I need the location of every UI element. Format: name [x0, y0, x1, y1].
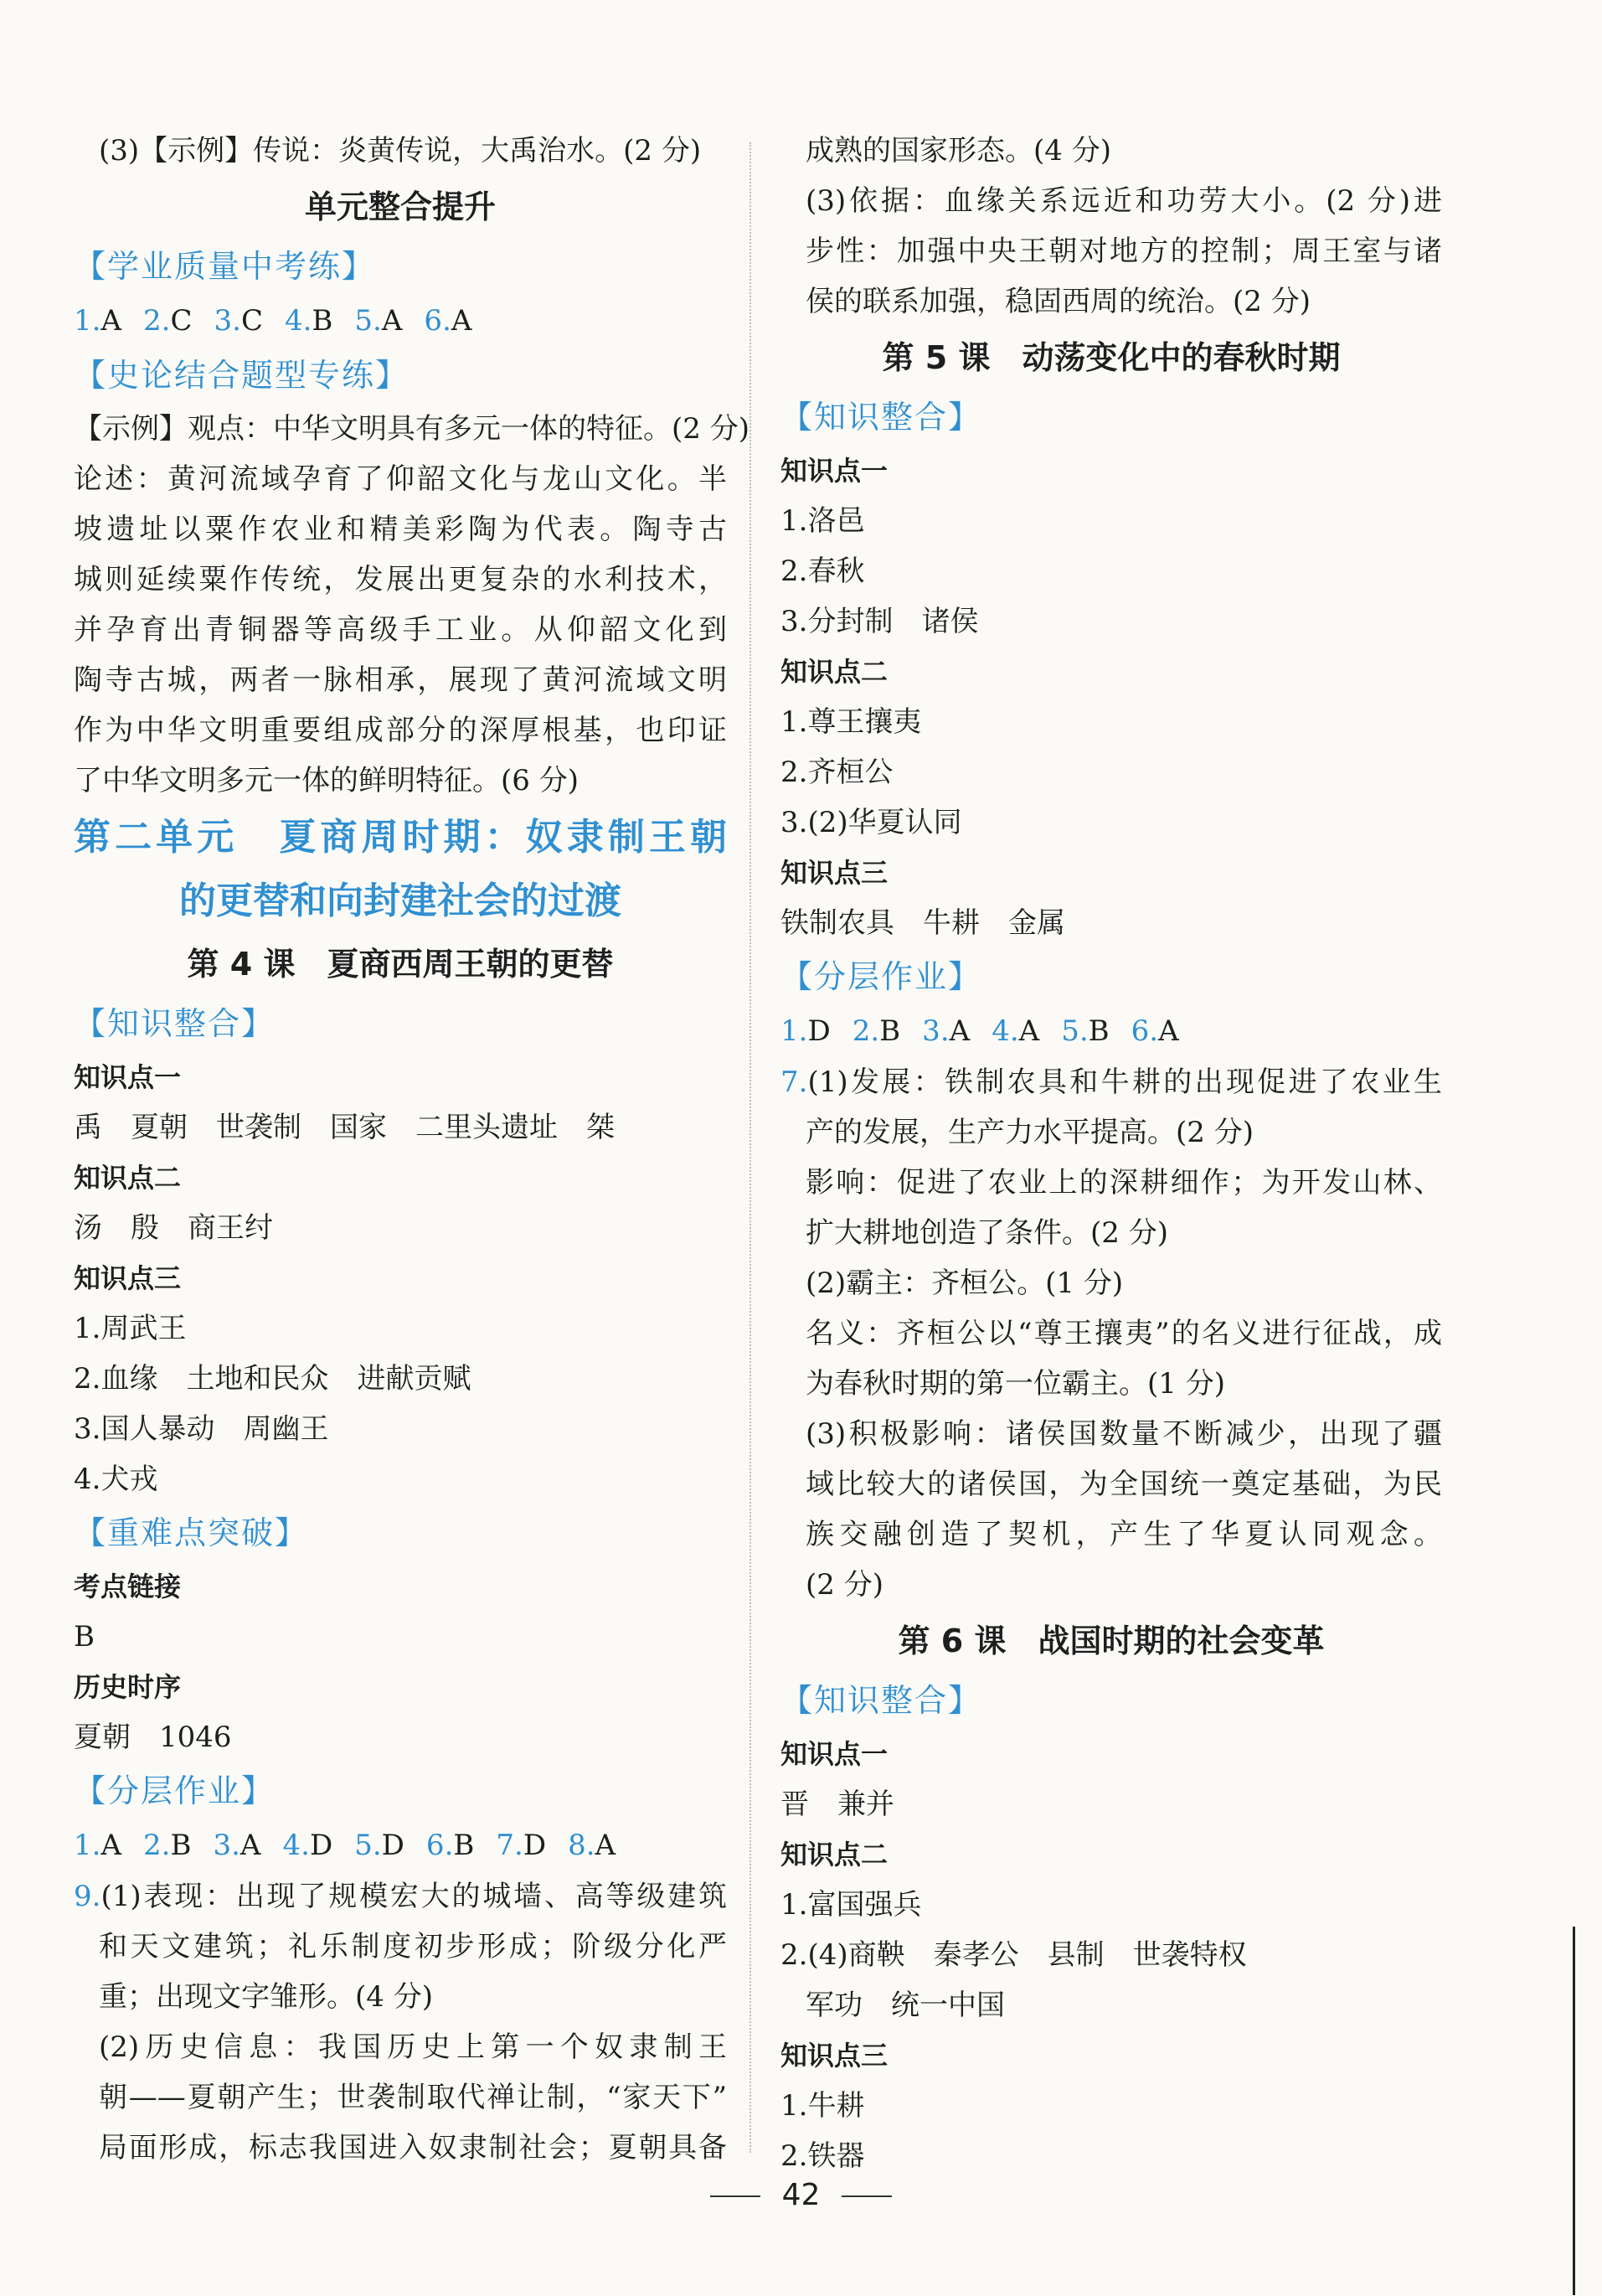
answer-choice: A [100, 1829, 122, 1862]
text-line: 2.春秋 [780, 555, 865, 588]
answer-item [1131, 1014, 1179, 1048]
text-line: 夏朝 1046 [74, 1721, 232, 1754]
subheading: 知识点三 [780, 2040, 889, 2072]
subheading: 知识点三 [74, 1262, 182, 1294]
text-line: B [74, 1620, 95, 1654]
text-line: 为春秋时期的第一位霸主。(1 分) [806, 1367, 1225, 1401]
text-line: 步性：加强中央王朝对地方的控制；周王室与诸 [806, 235, 1442, 268]
answer-item [496, 1829, 546, 1862]
section-heading: 【知识整合】 [780, 1682, 982, 1719]
answer-dot: . [870, 1014, 880, 1048]
lesson-title: 第 5 课 动荡变化中的春秋时期 [882, 339, 1341, 376]
text-line: 作为中华文明重要组成部分的深厚根基，也印证 [74, 714, 727, 747]
answer-number: 4 [282, 1829, 301, 1862]
text-line: 3.(2)华夏认同 [780, 806, 962, 839]
answer-number: 4 [284, 304, 303, 338]
text-line: 产的发展，生产力水平提高。(2 分) [806, 1116, 1254, 1149]
text-line: (2)霸主：齐桓公。(1 分) [806, 1267, 1124, 1300]
text-line: 2.血缘 土地和民众 进献贡赋 [74, 1362, 471, 1396]
text-line: 扩大耕地创造了条件。(2 分) [806, 1216, 1168, 1250]
answer-dot: . [940, 1014, 950, 1048]
section-heading: 【知识整合】 [780, 399, 982, 436]
answer-choice: B [312, 304, 333, 338]
answer-number: 3 [213, 1829, 232, 1862]
answer-number: 6 [1131, 1014, 1150, 1048]
answer-choice: A [1018, 1014, 1040, 1048]
text-line: 2.铁器 [780, 2139, 865, 2173]
text-line: 1.牛耕 [780, 2089, 865, 2123]
answer-item [143, 1829, 191, 1862]
answer-dot: . [232, 304, 241, 338]
answer-choice: A [240, 1829, 261, 1862]
text-line: 2.(4)商鞅 秦孝公 县制 世袭特权 [780, 1938, 1247, 1972]
answer-item [568, 1829, 616, 1862]
lesson-title: 第 4 课 夏商西周王朝的更替 [187, 946, 614, 983]
subheading: 知识点一 [780, 455, 889, 487]
answer-choice: B [170, 1829, 192, 1862]
text-line: 汤 殷 商王纣 [74, 1211, 273, 1245]
answer-item [282, 1829, 332, 1862]
footer-dash-left [710, 2195, 760, 2197]
answer-choice: A [100, 304, 122, 338]
column-divider [749, 142, 751, 2153]
answer-dot: . [161, 304, 171, 338]
text-line: 了中华文明多元一体的鲜明特征。(6 分) [74, 764, 579, 797]
answer-dot: . [798, 1014, 808, 1048]
answer-choice: D [381, 1829, 404, 1862]
answer-number: 8 [568, 1829, 586, 1862]
subheading: 知识点二 [780, 1839, 889, 1870]
text-line: 铁制农具 牛耕 金属 [780, 906, 1065, 940]
answer-row [780, 1005, 1442, 1057]
answer-row [74, 1819, 727, 1871]
answer-dot: . [91, 304, 101, 338]
answer-number: 1 [780, 1014, 799, 1048]
subheading: 知识点二 [780, 656, 889, 688]
answer-number: 1 [74, 1829, 92, 1862]
text-line: 族交融创造了契机，产生了华夏认同观念。 [806, 1518, 1442, 1551]
text-line: 2.齐桓公 [780, 756, 894, 789]
answer-item [853, 1014, 900, 1048]
answer-dot: . [231, 1829, 240, 1862]
answer-dot: . [301, 1829, 310, 1862]
section-heading: 【学业质量中考练】 [74, 248, 376, 285]
answer-item [354, 1829, 404, 1862]
answer-dot: . [161, 1829, 171, 1862]
left-column [74, 126, 749, 2173]
subheading: 知识点一 [780, 1738, 889, 1770]
text-line: 并孕育出青铜器等高级手工业。从仰韶文化到 [74, 613, 727, 647]
section-heading: 【重难点突破】 [74, 1514, 309, 1551]
lesson-title: 第 6 课 战国时期的社会变革 [898, 1623, 1325, 1659]
text-line: 晋 兼并 [780, 1788, 894, 1821]
answer-item [285, 304, 332, 338]
answer-item [213, 1829, 260, 1862]
page-number: 42 [781, 2178, 821, 2212]
answer-dot: . [1009, 1014, 1019, 1048]
answer-row [74, 295, 727, 347]
answer-choice: A [949, 1014, 971, 1048]
text-line: 3.国人暴动 周幽王 [74, 1412, 329, 1446]
answer-choice: C [240, 304, 263, 338]
answer-dot: . [442, 304, 451, 338]
subheading: 知识点二 [74, 1162, 182, 1194]
text-line: 1.洛邑 [780, 504, 865, 538]
question-text: (1)发展：铁制农具和牛耕的出现促进了农业生 [807, 1065, 1442, 1099]
text-line: 4.犬戎 [74, 1463, 158, 1496]
answer-choice: B [879, 1014, 901, 1048]
text-line: (3)依据：血缘关系远近和功劳大小。(2 分)进 [806, 184, 1442, 218]
answer-dot: . [302, 304, 312, 338]
section-heading: 【知识整合】 [74, 1005, 276, 1042]
question-text: (1)表现：出现了规模宏大的城墙、高等级建筑 [100, 1880, 727, 1913]
answer-item [214, 304, 262, 338]
answer-dot: . [444, 1829, 454, 1862]
text-line: (2 分) [806, 1568, 883, 1602]
answer-number: 2 [143, 1829, 162, 1862]
answer-item [426, 1829, 474, 1862]
numbered-line [780, 1057, 1442, 1107]
text-line: 陶寺古城，两者一脉相承，展现了黄河流域文明 [74, 663, 727, 697]
answer-number: 6 [424, 304, 443, 338]
answer-dot: . [91, 1829, 101, 1862]
answer-choice: A [381, 304, 403, 338]
text-line: 城则延续粟作传统，发展出更复杂的水利技术， [74, 563, 727, 596]
answer-dot: . [1149, 1014, 1159, 1048]
answer-number: 4 [992, 1014, 1010, 1048]
answer-number: 5 [354, 1829, 373, 1862]
answer-number: 5 [354, 304, 373, 338]
unit-title-line1: 第二单元 夏商周时期：奴隶制王朝 [74, 816, 727, 859]
answer-choice: D [523, 1829, 547, 1862]
text-line: 域比较大的诸侯国，为全国统一奠定基础，为民 [806, 1468, 1442, 1501]
answer-item [74, 1829, 121, 1862]
answer-item [922, 1014, 970, 1048]
answer-number: 2 [852, 1014, 871, 1048]
answer-choice: A [451, 304, 472, 338]
text-line: 影响：促进了农业上的深耕细作；为开发山林、 [806, 1166, 1442, 1200]
numbered-line [74, 1871, 727, 1922]
answer-dot: . [514, 1829, 523, 1862]
answer-number: 6 [425, 1829, 445, 1862]
answer-item [74, 304, 121, 338]
text-line: 朝——夏朝产生；世袭制取代禅让制，“家天下” [99, 2081, 727, 2114]
answer-choice: A [595, 1829, 616, 1862]
answer-dot: . [1079, 1014, 1089, 1048]
subheading: 考点链接 [74, 1571, 182, 1602]
answer-item [424, 304, 471, 338]
text-line: 1.富国强兵 [780, 1888, 922, 1922]
answer-choice: D [807, 1014, 831, 1048]
answer-number: 5 [1061, 1014, 1079, 1048]
subheading: 历史时序 [74, 1671, 182, 1703]
answer-choice: D [309, 1829, 333, 1862]
right-column [780, 126, 1442, 2181]
text-line: (2)历史信息：我国历史上第一个奴隶制王 [99, 2030, 727, 2064]
text-line: 1.尊王攘夷 [780, 705, 922, 739]
footer-dash-right [842, 2195, 892, 2197]
unit-title-line2: 的更替和向封建社会的过渡 [179, 880, 621, 922]
text-line: 坡遗址以粟作农业和精美彩陶为代表。陶寺古 [74, 513, 727, 546]
answer-number: 1 [74, 304, 92, 338]
section-heading: 【分层作业】 [74, 1772, 276, 1809]
answer-item [780, 1014, 831, 1048]
answer-choice: B [453, 1829, 475, 1862]
answer-item [1061, 1014, 1109, 1048]
lesson-title: 单元整合提升 [304, 188, 496, 225]
subheading: 知识点三 [780, 857, 889, 889]
answer-choice: A [1158, 1014, 1179, 1048]
answer-item [143, 304, 192, 338]
text-line: 1.周武王 [74, 1312, 187, 1345]
text-line: 重；出现文字雏形。(4 分) [99, 1980, 433, 2014]
text-line: 和天文建筑；礼乐制度初步形成；阶级分化严 [99, 1930, 727, 1963]
text-line: 【示例】观点：中华文明具有多元一体的特征。(2 分) [74, 412, 749, 446]
page-edge-line [1573, 1927, 1575, 2295]
text-line: 军功 统一中国 [806, 1989, 1005, 2022]
text-line: 名义：齐桓公以“尊王攘夷”的名义进行征战，成 [806, 1317, 1442, 1350]
subheading: 知识点一 [74, 1061, 182, 1093]
section-heading: 【分层作业】 [780, 958, 982, 995]
page-number-footer [0, 2178, 1602, 2212]
section-heading: 【史论结合题型专练】 [74, 357, 410, 394]
text-line: 3.分封制 诸侯 [780, 605, 979, 638]
question-number: 9. [74, 1880, 101, 1913]
text-line: 禹 夏朝 世袭制 国家 二里头遗址 桀 [74, 1111, 615, 1144]
text-line: 成熟的国家形态。(4 分) [806, 134, 1111, 168]
answer-number: 2 [143, 304, 162, 338]
answer-dot: . [585, 1829, 595, 1862]
text-line: 论述：黄河流域孕育了仰韶文化与龙山文化。半 [74, 462, 727, 496]
answer-item [354, 304, 402, 338]
answer-number: 3 [214, 304, 233, 338]
text-line: (3)【示例】传说：炎黄传说，大禹治水。(2 分) [99, 134, 702, 168]
answer-choice: B [1088, 1014, 1110, 1048]
answer-number: 3 [922, 1014, 940, 1048]
answer-item [992, 1014, 1039, 1048]
text-line: (3)积极影响：诸侯国数量不断减少，出现了疆 [806, 1417, 1442, 1451]
answer-choice: C [170, 304, 193, 338]
text-line: 局面形成，标志我国进入奴隶制社会；夏朝具备 [99, 2131, 727, 2164]
answer-dot: . [372, 1829, 382, 1862]
answer-dot: . [373, 304, 382, 338]
text-line: 侯的联系加强，稳固西周的统治。(2 分) [806, 285, 1311, 318]
question-number: 7. [780, 1065, 808, 1099]
answer-number: 7 [496, 1829, 515, 1862]
